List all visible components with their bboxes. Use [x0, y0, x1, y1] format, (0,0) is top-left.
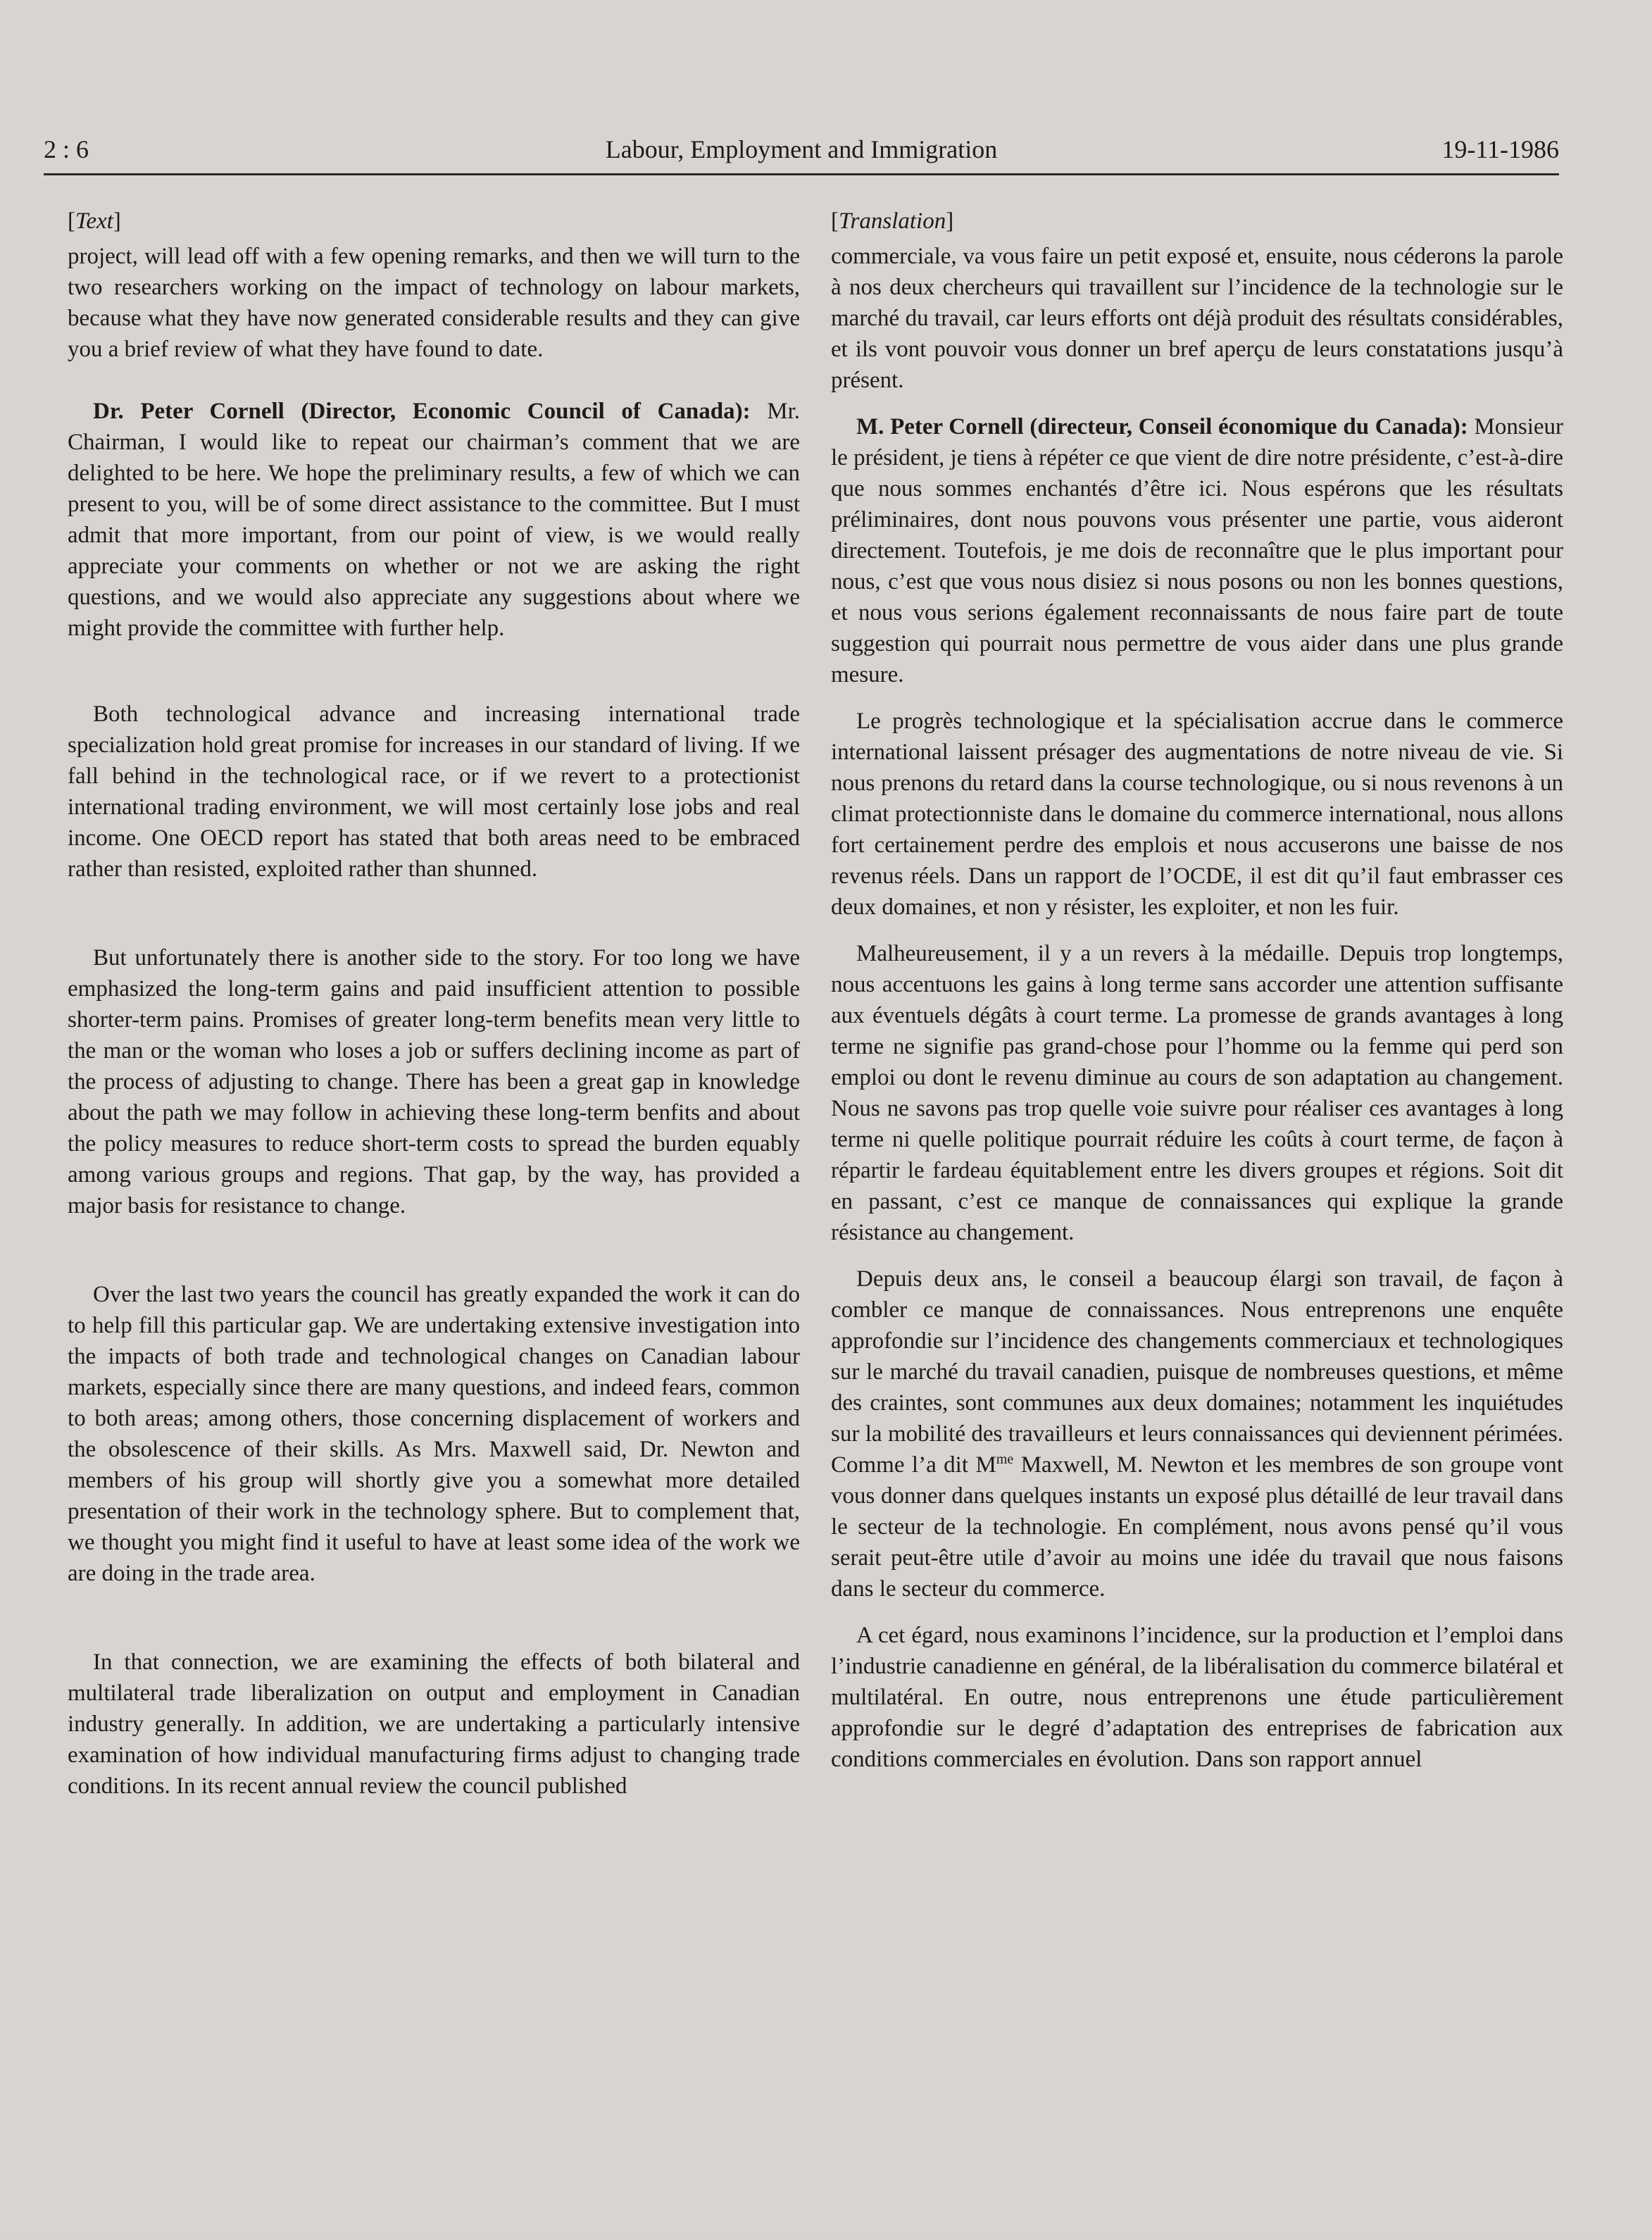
text-tag: [Text]	[68, 208, 121, 234]
paragraph: Le progrès technologique et la spécialisation accrue dans le commerce international laissent présager des augmentations de notre niveau de vie. Si nous prenons du retard dans la course technologique, ou si nous revenons à un climat protectionniste dans le domaine du commerce international, nous allons fort certainement perdre des emplois et nous accuserons une baisse de nos revenus réels. Dans un rapport de l’OCDE, il est dit qu’il faut embrasser ces deux domaines, et non y résister, les exploiter, et non les fuir.	[831, 709, 1563, 920]
paragraph	[831, 1264, 1563, 1604]
speaker-name: Dr. Peter Cornell (Director, Economic Council of Canada):	[93, 399, 751, 424]
paragraph: Both technological advance and increasing international trade specialization hold great promise for increases in our standard of living. If we fall behind in the technological race, or if we revert to a protectionist international trading environment, we will most certainly lose jobs and real income. One OECD report has stated that both areas need to be embraced rather than resisted, exploited rather than shunned.	[68, 701, 800, 882]
header-divider	[44, 173, 1559, 175]
right-column	[831, 206, 1563, 1775]
paragraph: Monsieur le président, je tiens à répéter ce que vient de dire notre présidente, c’est-à-dire que nous sommes enchantés d’être ici. Nous espérons que les résultats préliminaires, dont nous pouvons vous présenter une partie, vous aideront directement. Toutefois, je me dois de reconnaître que le plus important pour nous, c’est que vous nous disiez si nous posons ou non les bonnes questions, et nous vous serions également reconnaissants de nous faire part de toute suggestion qui pourrait nous permettre de vous aider dans une plus grande mesure.	[831, 414, 1564, 687]
paragraph: commerciale, va vous faire un petit exposé et, ensuite, nous céderons la parole à nos deux chercheurs qui travaillent sur l’incidence de la technologie sur le marché du travail, car leurs efforts ont déjà produit des résultats considérables, et ils vont pouvoir vous donner un bref aperçu de leurs constatations jusqu’à présent.	[831, 244, 1563, 393]
paragraph: Malheureusement, il y a un revers à la médaille. Depuis trop longtemps, nous accentuons les gains à long terme sans accorder une attention suffisante aux éventuels dégâts à court terme. La promesse de grands avantages à long terme ne signifie pas grand-chose pour l’homme ou la femme qui perd son emploi ou dont le revenu diminue au cours de son adaptation au changement. Nous ne savons pas trop quelle voie suivre pour réaliser ces avantages à long terme ni quelle politique pourrait réduire les coûts à court terme, de façon à répartir le fardeau équitablement entre les divers groupes et régions. Soit dit en passant, c’est ce manque de connaissances qui explique la grande résistance au changement.	[831, 941, 1563, 1245]
paragraph: Over the last two years the council has greatly expanded the work it can do to help fill this particular gap. We are undertaking extensive investigation into the impacts of both trade and technological changes on Canadian labour markets, especially since there are many questions, and indeed fears, common to both areas; among others, those concerning displacement of workers and the obsolescence of their skills. As Mrs. Maxwell said, Dr. Newton and members of his group will shortly give you a somewhat more detailed presentation of their work in the technology sphere. But to complement that, we thought you might find it useful to have at least some idea of the work we are doing in the trade area.	[68, 1282, 800, 1586]
translation-tag-label: Translation	[839, 208, 946, 234]
translation-tag: [Translation]	[831, 208, 954, 234]
left-column	[68, 206, 800, 1802]
page-number: 2 : 6	[44, 135, 89, 163]
speaker-paragraph	[68, 396, 800, 644]
text-tag-label: Text	[75, 208, 113, 234]
title-abbreviation: me	[996, 1452, 1014, 1467]
page-header	[44, 132, 1559, 175]
paragraph: project, will lead off with a few opening remarks, and then we will turn to the two researchers working on the impact of technology on labour markets, because what they have now generated considerable results and they can give you a brief review of what they have found to date.	[68, 244, 800, 362]
paragraph-part: Depuis deux ans, le conseil a beaucoup élargi son travail, de façon à combler ce manque de connaissances. Nous entreprenons une enquête approfondie sur l’incidence des changements commerciaux et technologiques sur le marché du travail canadien, puisque de nombreuses questions, et même des craintes, sont communes aux deux domaines; notamment les inquiétudes sur la mobilité des travailleurs et leurs connaissances qui deviennent périmées. Comme l’a dit M	[831, 1266, 1563, 1478]
paragraph: But unfortunately there is another side to the story. For too long we have emphasized the long-term gains and paid insufficient attention to possible shorter-term pains. Promises of greater long-term benefits mean very little to the man or the woman who loses a job or suffers declining income as part of the process of adjusting to change. There has been a great gap in knowledge about the path we may follow in achieving these long-term benfits and about the policy measures to reduce short-term costs to spread the burden equably among various groups and regions. That gap, by the way, has provided a major basis for resistance to change.	[68, 945, 800, 1218]
journal-title: Labour, Employment and Immigration	[605, 135, 998, 163]
paragraph: Mr. Chairman, I would like to repeat our chairman’s comment that we are delighted to be here. We hope the preliminary results, a few of which we can present to you, will be of some direct assistance to the committee. But I must admit that more important, from our point of view, is we would really appreciate your comments on whether or not we are asking the right questions, and we would also appreciate any suggestions about where we might provide the committee with further help.	[68, 399, 801, 641]
speaker-paragraph	[831, 411, 1563, 690]
header-date: 19-11-1986	[1441, 135, 1559, 163]
paragraph: A cet égard, nous examinons l’incidence, sur la production et l’emploi dans l’industrie canadienne en général, de la libéralisation du commerce bilatéral et multilatéral. En outre, nous entreprenons une étude particulièrement approfondie sur le degré d’adaptation des entreprises de fabrication aux conditions commerciales en évolution. Dans son rapport annuel	[831, 1623, 1563, 1772]
paragraph: In that connection, we are examining the effects of both bilateral and multilateral trade liberalization on output and employment in Canadian industry generally. In addition, we are undertaking a particularly intensive examination of how individual manufacturing firms adjust to changing trade conditions. In its recent annual review the council published	[68, 1649, 800, 1799]
speaker-name: M. Peter Cornell (directeur, Conseil économique du Canada):	[856, 414, 1468, 439]
paragraph-part: Maxwell, M. Newton et les membres de son groupe vont vous donner dans quelques instants un exposé plus détaillé de leur travail dans le secteur de la technologie. En complément, nous avons pensé qu’il vous serait peut-être utile d’avoir au moins une idée du travail que nous faisons dans le secteur du commerce.	[831, 1452, 1564, 1602]
